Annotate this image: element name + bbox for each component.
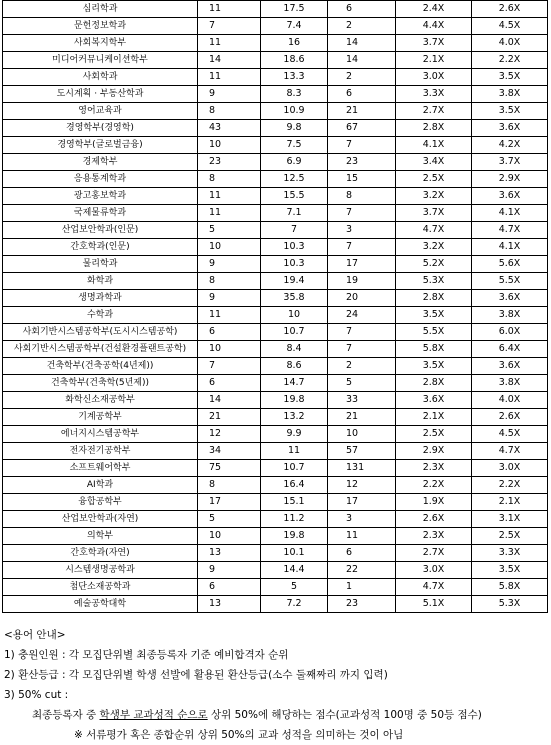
table-cell: 19.8	[261, 528, 328, 545]
table-cell: 7	[328, 205, 396, 222]
table-row	[3, 69, 548, 86]
table-cell: 3.2X	[396, 188, 472, 205]
table-cell: 5.6X	[472, 256, 548, 273]
table-cell: 16.4	[261, 477, 328, 494]
table-row	[3, 307, 548, 324]
table-cell: 14	[328, 35, 396, 52]
table-cell: 18.6	[261, 52, 328, 69]
table-row	[3, 358, 548, 375]
table-cell: 57	[328, 443, 396, 460]
table-cell: 11	[198, 35, 261, 52]
table-cell: 11	[198, 1, 261, 18]
table-cell: 6	[328, 86, 396, 103]
table-cell: 10.3	[261, 256, 328, 273]
table-row	[3, 596, 548, 613]
table-row	[3, 171, 548, 188]
table-cell: 7	[328, 324, 396, 341]
table-row	[3, 324, 548, 341]
detail-post: 상위 50%에 해당하는 점수(교과성적 100명 중 50등 점수)	[207, 709, 482, 721]
table-cell: 2.8X	[396, 120, 472, 137]
table-row	[3, 443, 548, 460]
table-cell: 8	[198, 273, 261, 290]
table-cell: 5.1X	[396, 596, 472, 613]
table-cell: 11	[328, 528, 396, 545]
table-cell: 23	[328, 596, 396, 613]
table-cell: 3.0X	[396, 562, 472, 579]
table-cell: 4.4X	[396, 18, 472, 35]
table-cell: 17	[198, 494, 261, 511]
table-cell: 4.7X	[472, 222, 548, 239]
table-cell: 14.4	[261, 562, 328, 579]
table-cell: 4.5X	[472, 426, 548, 443]
table-cell: 기계공학부	[3, 409, 198, 426]
table-cell: 건축학부(건축공학(4년제))	[3, 358, 198, 375]
table-cell: 전자전기공학부	[3, 443, 198, 460]
table-cell: 3.3X	[472, 545, 548, 562]
terms-guide	[4, 625, 549, 745]
detail-underlined: 학생부 교과성적 순으로	[99, 709, 208, 721]
table-cell: 2.9X	[396, 443, 472, 460]
table-cell: 도시계획 · 부동산학과	[3, 86, 198, 103]
table-cell: 13.2	[261, 409, 328, 426]
table-cell: 3.6X	[472, 188, 548, 205]
table-cell: 24	[328, 307, 396, 324]
table-cell: 4.1X	[396, 137, 472, 154]
table-cell: 17	[328, 494, 396, 511]
table-cell: 75	[198, 460, 261, 477]
table-cell: 5.8X	[396, 341, 472, 358]
table-cell: 7	[198, 18, 261, 35]
table-cell: 3.7X	[396, 35, 472, 52]
table-cell: 17	[328, 256, 396, 273]
table-cell: 14.7	[261, 375, 328, 392]
table-cell: 심리학과	[3, 1, 198, 18]
table-cell: 경제학부	[3, 154, 198, 171]
table-cell: 12	[328, 477, 396, 494]
table-cell: 2.3X	[396, 528, 472, 545]
table-row	[3, 120, 548, 137]
table-cell: 2.2X	[396, 477, 472, 494]
table-cell: 13.3	[261, 69, 328, 86]
table-cell: 2.6X	[472, 409, 548, 426]
table-cell: 7	[328, 239, 396, 256]
table-body	[3, 1, 548, 613]
table-cell: 생명과학과	[3, 290, 198, 307]
table-cell: 6.9	[261, 154, 328, 171]
term-fill-count: 1) 충원인원 : 각 모집단위별 최종등록자 기준 예비합격자 순위	[4, 649, 289, 661]
table-cell: 문헌정보학과	[3, 18, 198, 35]
table-cell: 수학과	[3, 307, 198, 324]
table-cell: 2	[328, 358, 396, 375]
table-cell: 2.4X	[396, 1, 472, 18]
table-cell: 3.5X	[396, 307, 472, 324]
table-cell: 21	[328, 409, 396, 426]
table-cell: 14	[198, 52, 261, 69]
table-cell: 10	[198, 341, 261, 358]
table-cell: 경영학부(경영학)	[3, 120, 198, 137]
table-row	[3, 460, 548, 477]
table-cell: 5	[198, 511, 261, 528]
table-cell: 간호학과(인문)	[3, 239, 198, 256]
table-cell: 소프트웨어학부	[3, 460, 198, 477]
table-cell: 의학부	[3, 528, 198, 545]
table-cell: 2.5X	[472, 528, 548, 545]
table-cell: 11	[198, 188, 261, 205]
table-cell: 3.6X	[396, 392, 472, 409]
table-cell: 10.3	[261, 239, 328, 256]
table-cell: 12	[198, 426, 261, 443]
table-row	[3, 86, 548, 103]
table-cell: 2.6X	[396, 511, 472, 528]
table-cell: 10.1	[261, 545, 328, 562]
table-cell: 5.5X	[396, 324, 472, 341]
table-cell: 융합공학부	[3, 494, 198, 511]
table-cell: 10	[198, 137, 261, 154]
table-cell: 15.5	[261, 188, 328, 205]
table-cell: 12.5	[261, 171, 328, 188]
table-cell: 사회복지학부	[3, 35, 198, 52]
table-cell: 예술공학대학	[3, 596, 198, 613]
table-cell: 19.8	[261, 392, 328, 409]
table-cell: 4.1X	[472, 239, 548, 256]
table-cell: 10	[198, 239, 261, 256]
table-cell: 20	[328, 290, 396, 307]
table-cell: 2.6X	[472, 1, 548, 18]
table-cell: 5.8X	[472, 579, 548, 596]
table-cell: 3.1X	[472, 511, 548, 528]
table-cell: 3	[328, 511, 396, 528]
table-cell: 2	[328, 69, 396, 86]
table-cell: 2.8X	[396, 290, 472, 307]
table-cell: 21	[328, 103, 396, 120]
table-cell: 5.2X	[396, 256, 472, 273]
table-cell: 8	[198, 103, 261, 120]
table-cell: 건축학부(건축학(5년제))	[3, 375, 198, 392]
table-cell: 23	[328, 154, 396, 171]
table-cell: 2.1X	[396, 52, 472, 69]
table-cell: 5	[261, 579, 328, 596]
table-cell: 물리학과	[3, 256, 198, 273]
table-row	[3, 528, 548, 545]
table-cell: 9	[198, 256, 261, 273]
table-cell: 8.4	[261, 341, 328, 358]
table-cell: 3.6X	[472, 358, 548, 375]
table-cell: 응용통계학과	[3, 171, 198, 188]
term-50-cut: 3) 50% cut :	[4, 689, 69, 701]
table-cell: 8	[198, 171, 261, 188]
table-row	[3, 511, 548, 528]
table-cell: 11	[198, 307, 261, 324]
table-cell: 국제물류학과	[3, 205, 198, 222]
table-cell: AI학과	[3, 477, 198, 494]
table-cell: 9.9	[261, 426, 328, 443]
table-cell: 3.6X	[472, 120, 548, 137]
table-cell: 5	[198, 222, 261, 239]
table-cell: 131	[328, 460, 396, 477]
table-cell: 미디어커뮤니케이션학부	[3, 52, 198, 69]
table-row	[3, 494, 548, 511]
table-cell: 8	[328, 188, 396, 205]
table-cell: 6.4X	[472, 341, 548, 358]
table-cell: 5.3X	[472, 596, 548, 613]
table-row	[3, 222, 548, 239]
table-cell: 사회기반시스템공학부(건설환경플랜트공학)	[3, 341, 198, 358]
table-cell: 3.5X	[472, 103, 548, 120]
table-cell: 7	[328, 341, 396, 358]
table-cell: 2.1X	[472, 494, 548, 511]
table-cell: 10.7	[261, 324, 328, 341]
table-cell: 4.5X	[472, 18, 548, 35]
table-cell: 16	[261, 35, 328, 52]
table-cell: 19	[328, 273, 396, 290]
table-cell: 4.2X	[472, 137, 548, 154]
table-cell: 3.2X	[396, 239, 472, 256]
table-row	[3, 35, 548, 52]
table-cell: 4.7X	[396, 222, 472, 239]
table-cell: 6.0X	[472, 324, 548, 341]
table-cell: 23	[198, 154, 261, 171]
table-cell: 3.5X	[472, 69, 548, 86]
term-50-cut-note: ※ 서류평가 혹은 종합순위 상위 50%의 교과 성적을 의미하는 것이 아님	[74, 729, 404, 741]
table-cell: 사회학과	[3, 69, 198, 86]
table-cell: 2.2X	[472, 477, 548, 494]
table-cell: 6	[198, 324, 261, 341]
table-cell: 9	[198, 86, 261, 103]
table-cell: 7	[261, 222, 328, 239]
table-cell: 43	[198, 120, 261, 137]
table-row	[3, 545, 548, 562]
table-cell: 3.8X	[472, 86, 548, 103]
table-cell: 7.4	[261, 18, 328, 35]
table-cell: 7	[198, 358, 261, 375]
table-cell: 14	[328, 52, 396, 69]
table-cell: 8.6	[261, 358, 328, 375]
table-cell: 34	[198, 443, 261, 460]
table-cell: 10.7	[261, 460, 328, 477]
table-cell: 10.9	[261, 103, 328, 120]
table-row	[3, 52, 548, 69]
table-cell: 광고홍보학과	[3, 188, 198, 205]
table-cell: 3.7X	[396, 205, 472, 222]
table-row	[3, 256, 548, 273]
table-row	[3, 154, 548, 171]
table-cell: 7.1	[261, 205, 328, 222]
table-cell: 33	[328, 392, 396, 409]
table-cell: 화학신소재공학부	[3, 392, 198, 409]
table-row	[3, 137, 548, 154]
table-cell: 9.8	[261, 120, 328, 137]
table-cell: 1	[328, 579, 396, 596]
table-cell: 3.4X	[396, 154, 472, 171]
table-row	[3, 273, 548, 290]
table-cell: 35.8	[261, 290, 328, 307]
table-cell: 10	[261, 307, 328, 324]
table-cell: 2.3X	[396, 460, 472, 477]
table-cell: 21	[198, 409, 261, 426]
table-cell: 2	[328, 18, 396, 35]
table-cell: 3.5X	[396, 358, 472, 375]
table-cell: 간호학과(자연)	[3, 545, 198, 562]
table-row	[3, 188, 548, 205]
table-cell: 2.5X	[396, 426, 472, 443]
table-row	[3, 562, 548, 579]
table-cell: 시스템생명공학과	[3, 562, 198, 579]
table-cell: 5.5X	[472, 273, 548, 290]
table-cell: 22	[328, 562, 396, 579]
table-cell: 경영학부(글로벌금융)	[3, 137, 198, 154]
table-cell: 4.7X	[396, 579, 472, 596]
table-cell: 에너지시스템공학부	[3, 426, 198, 443]
table-cell: 2.2X	[472, 52, 548, 69]
table-cell: 9	[198, 290, 261, 307]
table-cell: 4.7X	[472, 443, 548, 460]
table-row	[3, 426, 548, 443]
table-cell: 13	[198, 545, 261, 562]
table-cell: 사회기반시스템공학부(도시시스템공학)	[3, 324, 198, 341]
table-cell: 영어교육과	[3, 103, 198, 120]
table-cell: 3.8X	[472, 307, 548, 324]
table-cell: 화학과	[3, 273, 198, 290]
table-cell: 7	[328, 137, 396, 154]
table-cell: 5.3X	[396, 273, 472, 290]
table-cell: 15	[328, 171, 396, 188]
table-cell: 10	[328, 426, 396, 443]
table-cell: 2.7X	[396, 545, 472, 562]
table-cell: 15.1	[261, 494, 328, 511]
terms-guide-heading: <용어 안내>	[4, 629, 66, 641]
table-cell: 6	[328, 1, 396, 18]
table-cell: 2.8X	[396, 375, 472, 392]
table-cell: 9	[198, 562, 261, 579]
table-cell: 산업보안학과(자연)	[3, 511, 198, 528]
table-row	[3, 239, 548, 256]
table-cell: 6	[198, 579, 261, 596]
table-cell: 4.0X	[472, 392, 548, 409]
table-row	[3, 477, 548, 494]
table-cell: 67	[328, 120, 396, 137]
table-row	[3, 103, 548, 120]
table-row	[3, 392, 548, 409]
table-cell: 11	[198, 69, 261, 86]
table-cell: 3.3X	[396, 86, 472, 103]
term-50-cut-detail	[4, 705, 549, 725]
table-cell: 3.8X	[472, 375, 548, 392]
table-row	[3, 375, 548, 392]
table-row	[3, 341, 548, 358]
table-row	[3, 18, 548, 35]
table-cell: 6	[328, 545, 396, 562]
table-cell: 3	[328, 222, 396, 239]
table-cell: 3.5X	[472, 562, 548, 579]
table-cell: 11.2	[261, 511, 328, 528]
table-cell: 7.2	[261, 596, 328, 613]
table-cell: 13	[198, 596, 261, 613]
table-cell: 3.7X	[472, 154, 548, 171]
table-cell: 3.0X	[472, 460, 548, 477]
table-cell: 10	[198, 528, 261, 545]
table-cell: 산업보안학과(인문)	[3, 222, 198, 239]
table-row	[3, 290, 548, 307]
table-cell: 17.5	[261, 1, 328, 18]
table-cell: 3.0X	[396, 69, 472, 86]
table-cell: 첨단소재공학과	[3, 579, 198, 596]
table-cell: 1.9X	[396, 494, 472, 511]
term-converted-grade: 2) 환산등급 : 각 모집단위별 학생 선발에 활용된 환산등급(소수 둘째짜리 까지 입력)	[4, 669, 388, 681]
table-cell: 4.0X	[472, 35, 548, 52]
table-cell: 7.5	[261, 137, 328, 154]
admission-results-table	[2, 0, 548, 613]
table-cell: 11	[261, 443, 328, 460]
table-row	[3, 205, 548, 222]
table-cell: 4.1X	[472, 205, 548, 222]
table-cell: 19.4	[261, 273, 328, 290]
table-cell: 2.5X	[396, 171, 472, 188]
table-cell: 2.7X	[396, 103, 472, 120]
table-cell: 6	[198, 375, 261, 392]
table-cell: 5	[328, 375, 396, 392]
table-row	[3, 1, 548, 18]
table-cell: 2.9X	[472, 171, 548, 188]
detail-pre: 최종등록자 중	[32, 709, 100, 721]
table-cell: 14	[198, 392, 261, 409]
table-row	[3, 579, 548, 596]
table-cell: 3.6X	[472, 290, 548, 307]
table-cell: 8.3	[261, 86, 328, 103]
table-cell: 2.1X	[396, 409, 472, 426]
table-cell: 11	[198, 205, 261, 222]
table-row	[3, 409, 548, 426]
table-cell: 8	[198, 477, 261, 494]
